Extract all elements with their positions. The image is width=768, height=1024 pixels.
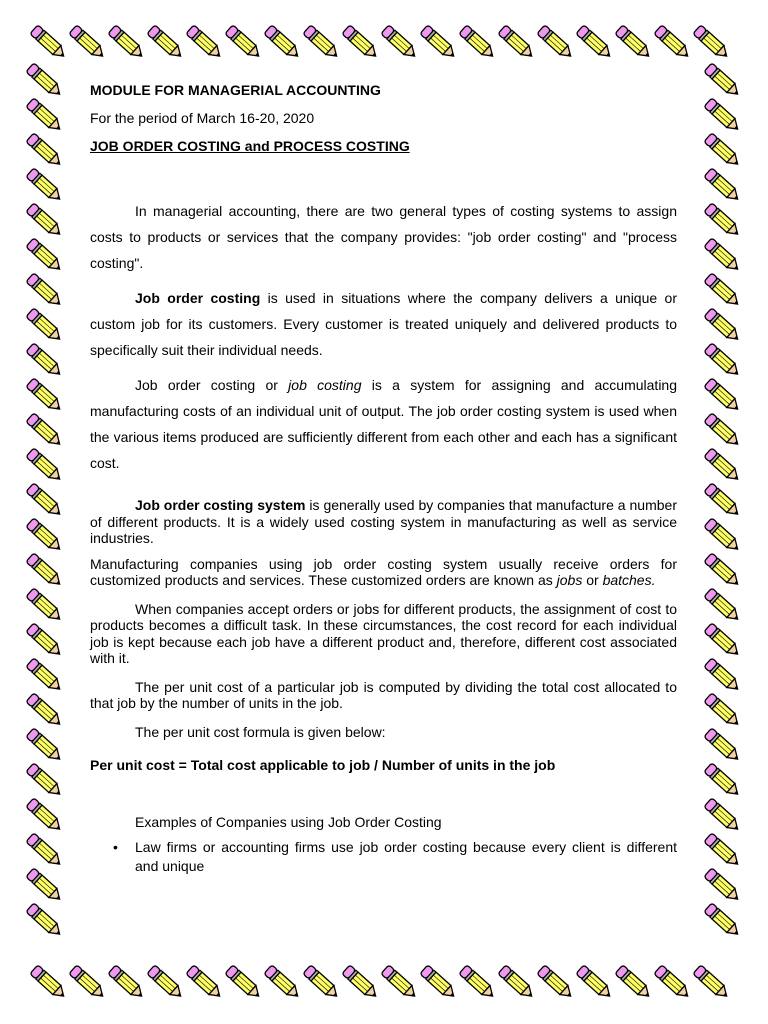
pencil-icon (342, 965, 380, 1001)
pencil-icon (69, 965, 107, 1001)
pencil-icon (69, 25, 107, 61)
term-jobs: jobs (556, 572, 583, 588)
pencil-icon (26, 133, 64, 169)
pencil-icon (704, 518, 742, 554)
pencil-icon (704, 343, 742, 379)
pencil-icon (704, 483, 742, 519)
paragraph-text: Job order costing or (135, 377, 289, 393)
pencil-icon (704, 413, 742, 449)
pencil-icon (704, 448, 742, 484)
pencil-icon (704, 378, 742, 414)
paragraph-text: is used in situations where the company delivers a unique or custom job for its customers. Every customer is treated uniquely and delivered products to specifically suit their individual needs. (90, 290, 678, 358)
pencil-icon (30, 25, 68, 61)
pencil-icon (186, 25, 224, 61)
pencil-icon (693, 25, 731, 61)
pencil-icon (381, 965, 419, 1001)
pencil-icon (26, 98, 64, 134)
pencil-icon (654, 965, 692, 1001)
examples-list (90, 838, 677, 876)
pencil-icon (26, 833, 64, 869)
pencil-icon (303, 25, 341, 61)
pencil-icon (342, 25, 380, 61)
pencil-icon (26, 588, 64, 624)
pencil-icon (26, 693, 64, 729)
pencil-icon (459, 965, 497, 1001)
paragraph-text: is generally used by companies that manufacture a number of different products. It is a widely used costing system in manufacturing as well as service industries. (90, 497, 677, 546)
pencil-icon (704, 588, 742, 624)
pencil-icon (704, 553, 742, 589)
pencil-icon (576, 965, 614, 1001)
pencil-icon (26, 413, 64, 449)
document-page (90, 78, 677, 876)
pencil-icon (26, 273, 64, 309)
pencil-icon (264, 965, 302, 1001)
pencil-icon (30, 965, 68, 1001)
pencil-icon (381, 25, 419, 61)
paragraph-text: Manufacturing companies using job order costing system usually receive orders for customized products and services. These customized orders are known as (90, 555, 677, 588)
pencil-icon (704, 763, 742, 799)
paragraph-cost-assignment: When companies accept orders or jobs for different products, the assignment of cost to products becomes a difficult task. In these circumstances, the cost record for each individual job is kept because each job have a different product and, therefore, different cost associated with it. (90, 600, 677, 666)
section-heading: JOB ORDER COSTING and PROCESS COSTING (90, 138, 410, 154)
paragraph-job-costing-definition (90, 372, 677, 476)
pencil-icon (654, 25, 692, 61)
pencil-icon (576, 25, 614, 61)
pencil-icon (704, 273, 742, 309)
pencil-icon (704, 63, 742, 99)
term-job-order-costing: Job order costing (135, 290, 261, 306)
period-subtitle: For the period of March 16-20, 2020 (90, 110, 315, 126)
paragraph-text: or (582, 572, 603, 588)
paragraph-intro: In managerial accounting, there are two general types of costing systems to assign costs to products or services that the company provides: "job order costing" and "process costing". (90, 203, 677, 271)
pencil-icon (537, 25, 575, 61)
pencil-icon (704, 868, 742, 904)
pencil-icon (704, 168, 742, 204)
list-item-text: Law firms or accounting firms use job order costing because every client is different and unique (135, 839, 677, 874)
pencil-icon (26, 763, 64, 799)
term-job-costing: job costing (288, 377, 362, 393)
pencil-icon (26, 623, 64, 659)
paragraph-formula-intro: The per unit cost formula is given below: (135, 723, 386, 740)
pencil-icon (108, 965, 146, 1001)
pencil-icon (704, 98, 742, 134)
module-title: MODULE FOR MANAGERIAL ACCOUNTING (90, 82, 381, 98)
pencil-icon (26, 868, 64, 904)
formula-text: Per unit cost = Total cost applicable to job / Number of units in the job (90, 757, 556, 773)
pencil-icon (704, 658, 742, 694)
pencil-icon (147, 25, 185, 61)
paragraph-manufacturing (90, 556, 677, 589)
pencil-icon (303, 965, 341, 1001)
pencil-icon (26, 343, 64, 379)
pencil-icon (704, 693, 742, 729)
pencil-icon (26, 63, 64, 99)
pencil-icon (704, 623, 742, 659)
pencil-icon (704, 203, 742, 239)
pencil-icon (704, 238, 742, 274)
pencil-icon (615, 965, 653, 1001)
paragraph-per-unit-cost: The per unit cost of a particular job is computed by dividing the total cost allocated to that job by the number of units in the job. (90, 678, 677, 711)
pencil-icon (26, 448, 64, 484)
paragraph-job-order-system (90, 497, 677, 547)
bullet-icon: • (113, 839, 118, 855)
pencil-icon (26, 658, 64, 694)
pencil-icon (225, 25, 263, 61)
pencil-icon (26, 378, 64, 414)
pencil-icon (693, 965, 731, 1001)
pencil-icon (264, 25, 302, 61)
paragraph-job-order-costing (90, 285, 677, 363)
pencil-icon (498, 965, 536, 1001)
pencil-icon (704, 903, 742, 939)
pencil-icon (26, 483, 64, 519)
pencil-icon (26, 168, 64, 204)
pencil-icon (704, 728, 742, 764)
list-item (113, 838, 677, 876)
pencil-icon (704, 798, 742, 834)
pencil-icon (26, 553, 64, 589)
pencil-icon (704, 133, 742, 169)
pencil-icon (498, 25, 536, 61)
paragraph-text: is a system for assigning and accumulating manufacturing costs of an individual unit of output. The job order costing system is used when the various items produced are sufficiently different from each other and each has a significant cost. (90, 377, 677, 471)
pencil-icon (26, 308, 64, 344)
pencil-icon (26, 903, 64, 939)
examples-title: Examples of Companies using Job Order Costing (135, 813, 442, 830)
pencil-icon (225, 965, 263, 1001)
pencil-icon (26, 728, 64, 764)
pencil-icon (704, 308, 742, 344)
pencil-icon (420, 965, 458, 1001)
pencil-icon (186, 965, 224, 1001)
term-batches: batches. (602, 572, 656, 588)
pencil-icon (147, 965, 185, 1001)
term-job-order-costing-system: Job order costing system (135, 497, 306, 513)
pencil-icon (537, 965, 575, 1001)
pencil-icon (26, 203, 64, 239)
pencil-icon (704, 833, 742, 869)
pencil-icon (26, 518, 64, 554)
pencil-icon (26, 238, 64, 274)
pencil-icon (108, 25, 146, 61)
pencil-icon (615, 25, 653, 61)
pencil-icon (26, 798, 64, 834)
pencil-icon (420, 25, 458, 61)
pencil-icon (459, 25, 497, 61)
